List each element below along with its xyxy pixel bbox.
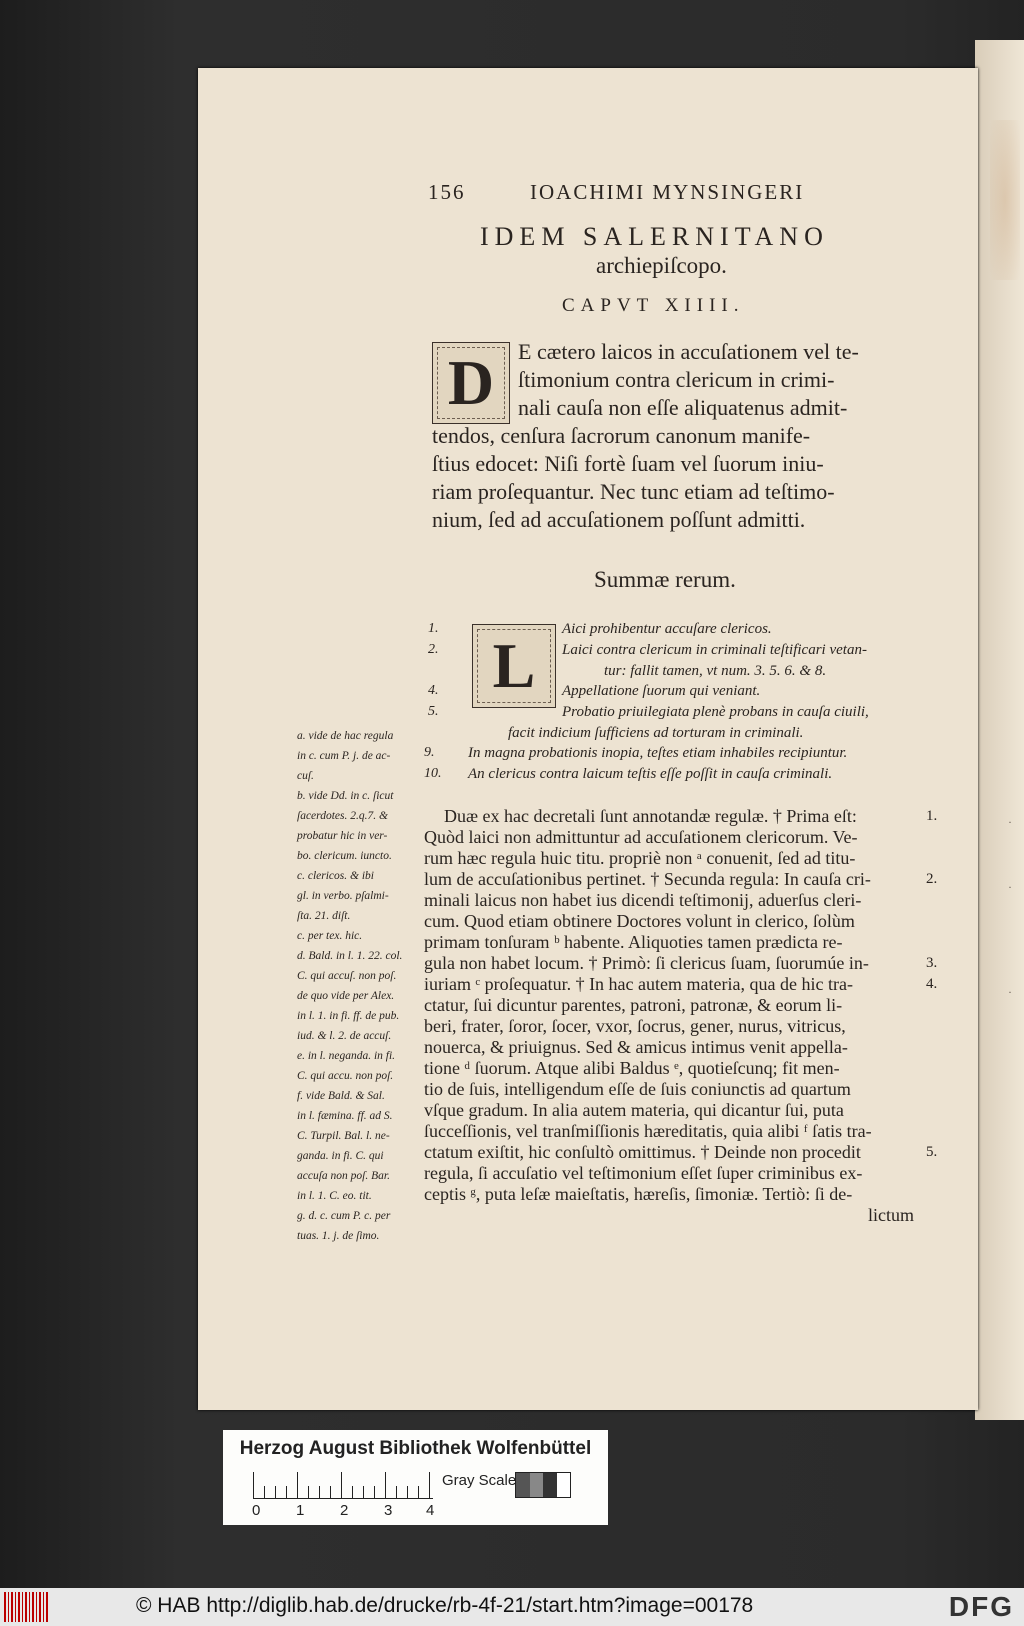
margin-number: 5. — [926, 1144, 938, 1160]
body-line: Duæ ex hac decretali ſunt annotandæ regulæ. † Prima eſt: — [444, 806, 857, 826]
intro-line: nali cauſa non eſſe aliquatenus admit- — [518, 395, 848, 420]
scale-number: 1 — [296, 1502, 305, 1519]
margin-note: accuſa non poſ. Bar. — [297, 1170, 390, 1182]
chapter-heading: CAPVT XIIII. — [562, 295, 745, 316]
margin-note: C. qui accuſ. non poſ. — [297, 970, 397, 982]
viewer-background: 156 IOACHIMI MYNSINGERI IDEM SALERNITANO archiepiſcopo. CAPVT XIIII. D E cætero laicos in accuſationem vel te- ſtimonium contra clericum in crimi- nali cauſa non eſſe aliquatenus admit- tendos, cenſura ſacrorum canonum manife- ſtius edocet: Niſi fortè ſuam vel ſuorum iniu- riam proſequantur. Nec tunc etiam ad teſtimo- nium, ſed ad accuſationem poſſunt admitti. Summæ rerum. L 1. Aici prohibentur accuſare clericos. 2. Laici contra clericum in criminali teſtificari vetan- tur: fallit tamen, vt num. 3. 5. 6. & 8. 4. Appellatione ſuorum qui veniant. 5. Probatio priuilegiata plenè probans in cauſa ciuili, facit indicium ſufficiens ad torturam in criminali. 9. In magna probationis inopia, teſtes etiam inhabiles recipiuntur. 10. An clericus contra laicum teſtis eſſe poſſit in cauſa criminali. Duæ ex hac decretali ſunt annotandæ regulæ. † Prima eſt: Quòd laici non admittuntur ad accuſationem clericorum. Ve- rum hæc regula huic titu. propriè non ᵃ conuenit, ſed ad titu- lum de accuſationibus pertinet. † Secunda regula: In cauſa cri- minali laicus non habet ius dicendi teſtimonij, aduerſus cleri- cum. Quod etiam obtinere Doctores volunt in clerico, ſolùm primam tonſuram ᵇ habente. Aliquoties tamen prædicta re- gula non habet locum. † Primò: ſi clericus ſuam, ſuorumúe in- iuriam ᶜ proſequatur. † In hac autem materia, qua de hic tra- ctatur, ſui dicuntur parentes, patroni, patronæ, & eorum li- beri, frater, ſoror, ſocer, vxor, ſocrus, gener, nurus, vitricus, nouerca, & priuignus. Sed & amicus intimus venit appella- tione ᵈ ſuorum. Atque alibi Baldus ᵉ, quotieſcunq; fit men- tio de ſuis, intelligendum eſſe de ſuis coniunctis ad quartum vſque gradum. In alia autem materia, qui dicantur ſui, puta ſucceſſionis, vel tranſmiſſionis hæreditatis, quia alibi ᶠ ſatis tra- ctatum exiſtit, hic conſultò omittimus. † Deinde non procedit regula, ſi accuſatio vel teſtimonium eſſet ſuper criminibus ex- ceptis ᵍ, puta leſæ maieſtatis, hæreſis, ſimoniæ. Tertiò: ſi de- lictum 1. 2. 3. 4. 5. · · · a. vide de hac regula in c. cum P. j. de ac- cuſ. b. vide Dd. in c. ſicut ſacerdotes. 2.q.7. & probatur hic in ver- bo. clericum. iuncto. c. clericos. & ibi gl. in verbo. pſalmi- ſta. 21. diſt. c. per tex. hic. d. Bald. in l. 1. 22. col. C. qui accuſ. non poſ. de quo vide per Alex. in l. 1. in fi. ff. de pub. iud. & l. 2. de accuſ. e. in l. neganda. in fi. C. qui accu. non poſ. f. vide Bald. & Sal. in l. fæmina. ff. ad S. C. Turpil. Bal. l. ne- ganda. in fi. C. qui accuſa non poſ. Bar. in l. 1. C. eo. tit. g. d. c. cum P. c. per tuas. 1. j. de ſimo. Herzog August Bibliothek Wolfenbüttel 0 1 2 3 4 Gray Scale © HAB http://diglib.hab.de/drucke/rb-4f-21/start.htm?image=00178 DFG — [0, 0, 1024, 1626]
body-line: nouerca, & priuignus. Sed & amicus intimus venit appella- — [424, 1037, 848, 1057]
margin-note: in c. cum P. j. de ac- — [297, 750, 391, 762]
body-line: ctatur, ſui dicuntur parentes, patroni, patronæ, & eorum li- — [424, 995, 843, 1015]
body-line: ſucceſſionis, vel tranſmiſſionis hæreditatis, quia alibi ᶠ ſatis tra- — [424, 1121, 872, 1141]
margin-note: iud. & l. 2. de accuſ. — [297, 1030, 392, 1042]
initial-letter: L — [492, 630, 536, 701]
page-number: 156 — [428, 180, 466, 204]
dfg-logo: DFG — [948, 1591, 1014, 1622]
margin-number: 1. — [926, 808, 938, 824]
chapter-title-line2: archiepiſcopo. — [596, 253, 727, 278]
summary-number: 4. — [428, 683, 439, 698]
summary-number: 5. — [428, 704, 439, 719]
body-line: iuriam ᶜ proſequatur. † In hac autem materia, qua de hic tra- — [424, 974, 853, 994]
body-line: primam tonſuram ᵇ habente. Aliquoties tamen prædicta re- — [424, 932, 843, 952]
library-name: Herzog August Bibliothek Wolfenbüttel — [239, 1438, 592, 1459]
source-link[interactable]: © HAB http://diglib.hab.de/drucke/rb-4f-21/start.htm?image=00178 — [136, 1594, 754, 1617]
scale-number: 2 — [340, 1502, 349, 1519]
body-line: tione ᵈ ſuorum. Atque alibi Baldus ᵉ, quotieſcunq; fit men- — [424, 1058, 840, 1078]
grayscale-label: Gray Scale — [442, 1472, 517, 1489]
scale-ruler — [253, 1472, 433, 1499]
body-line: tio de ſuis, intelligendum eſſe de ſuis coniunctis ad quartum — [424, 1079, 851, 1099]
margin-note: d. Bald. in l. 1. 22. col. — [297, 950, 403, 962]
summary-item: facit indicium ſufficiens ad torturam in criminali. — [508, 725, 804, 741]
margin-note: C. qui accu. non poſ. — [297, 1070, 394, 1082]
summary-number: 1. — [428, 621, 439, 636]
margin-note: de quo vide per Alex. — [297, 990, 395, 1002]
scale-number: 3 — [384, 1502, 393, 1519]
margin-note: C. Turpil. Bal. l. ne- — [297, 1130, 390, 1142]
body-line: minali laicus non habet ius dicendi teſtimonij, aduerſus cleri- — [424, 890, 862, 910]
intro-line: ſtius edocet: Niſi fortè ſuam vel ſuorum iniu- — [432, 451, 824, 476]
footer-bar — [0, 1588, 1024, 1626]
summary-item: In magna probationis inopia, teſtes etiam inhabiles recipiuntur. — [468, 745, 848, 761]
margin-note: ganda. in fi. C. qui — [297, 1150, 384, 1162]
catchword: lictum — [868, 1205, 914, 1225]
margin-number: 3. — [926, 955, 938, 971]
scale-number: 4 — [426, 1502, 435, 1519]
intro-line: tendos, cenſura ſacrorum canonum manife- — [432, 423, 811, 448]
margin-note: in l. 1. in fi. ff. de pub. — [297, 1010, 400, 1022]
ornamental-initial — [432, 342, 510, 424]
margin-note: tuas. 1. j. de ſimo. — [297, 1230, 380, 1242]
body-line: cum. Quod etiam obtinere Doctores volunt in clerico, ſolùm — [424, 911, 855, 931]
library-color-chart — [223, 1430, 608, 1525]
summary-item: Appellatione ſuorum qui veniant. — [562, 683, 761, 699]
margin-note: b. vide Dd. in c. ſicut — [297, 790, 394, 802]
body-line: regula, ſi accuſatio vel teſtimonium eſſet ſuper criminibus ex- — [424, 1163, 863, 1183]
summary-item: An clericus contra laicum teſtis eſſe poſſit in cauſa criminali. — [468, 766, 833, 782]
summary-item: tur: fallit tamen, vt num. 3. 5. 6. & 8. — [604, 663, 827, 679]
body-line: rum hæc regula huic titu. propriè non ᵃ conuenit, ſed ad titu- — [424, 848, 856, 868]
ornamental-initial — [472, 624, 556, 708]
margin-note: c. clericos. & ibi — [297, 870, 374, 882]
margin-note: c. per tex. hic. — [297, 930, 363, 942]
intro-line: ſtimonium contra clericum in crimi- — [518, 367, 835, 392]
margin-note: in l. 1. C. eo. tit. — [297, 1190, 372, 1202]
body-line: Quòd laici non admittuntur ad accuſationem clericorum. Ve- — [424, 827, 858, 847]
margin-number: 4. — [926, 976, 938, 992]
margin-note: g. d. c. cum P. c. per — [297, 1210, 391, 1222]
summary-number: 9. — [424, 745, 435, 760]
body-line: beri, frater, ſoror, ſocer, vxor, ſocrus, gener, nurus, vitricus, — [424, 1016, 846, 1036]
margin-note: gl. in verbo. pſalmi- — [297, 890, 389, 902]
body-line: gula non habet locum. † Primò: ſi clericus ſuam, ſuorumúe in- — [424, 953, 869, 973]
body-line: vſque gradum. In alia autem materia, qui dicantur ſui, puta — [424, 1100, 844, 1120]
summary-number: 10. — [424, 766, 442, 781]
scale-number: 0 — [252, 1502, 261, 1519]
hab-logo — [4, 1592, 48, 1622]
margin-note: ſacerdotes. 2.q.7. & — [297, 810, 388, 822]
intro-line: riam proſequantur. Nec tunc etiam ad teſtimo- — [432, 479, 835, 504]
initial-letter: D — [447, 347, 495, 418]
summary-title: Summæ rerum. — [594, 567, 736, 592]
summary-item: Laici contra clericum in criminali teſtificari vetan- — [562, 642, 867, 658]
summary-item: Aici prohibentur accuſare clericos. — [562, 621, 772, 637]
margin-note: e. in l. neganda. in fi. — [297, 1050, 396, 1062]
margin-number: 2. — [926, 871, 938, 887]
adjacent-page-stain — [990, 120, 1020, 280]
margin-note: ſta. 21. diſt. — [297, 910, 351, 922]
margin-note: cuſ. — [297, 770, 314, 782]
margin-note: a. vide de hac regula — [297, 730, 394, 742]
summary-item: Probatio priuilegiata plenè probans in cauſa ciuili, — [562, 704, 869, 720]
intro-line: E cætero laicos in accuſationem vel te- — [518, 339, 859, 364]
margin-note: probatur hic in ver- — [297, 830, 388, 842]
summary-number: 2. — [428, 642, 439, 657]
body-line: ctatum exiſtit, hic conſultò omittimus. † Deinde non procedit — [424, 1142, 861, 1162]
body-line: lum de accuſationibus pertinet. † Secunda regula: In cauſa cri- — [424, 869, 871, 889]
chapter-title-line1: IDEM SALERNITANO — [480, 222, 829, 251]
body-line: ceptis ᵍ, puta leſæ maieſtatis, hæreſis, ſimoniæ. Tertiò: ſi de- — [424, 1184, 853, 1204]
grayscale-swatches — [515, 1472, 571, 1498]
margin-note: f. vide Bald. & Sal. — [297, 1090, 385, 1102]
margin-note: in l. fæmina. ff. ad S. — [297, 1110, 393, 1122]
running-head: IOACHIMI MYNSINGERI — [530, 180, 805, 204]
margin-note: bo. clericum. iuncto. — [297, 850, 392, 862]
intro-line: nium, ſed ad accuſationem poſſunt admitti. — [432, 507, 806, 532]
